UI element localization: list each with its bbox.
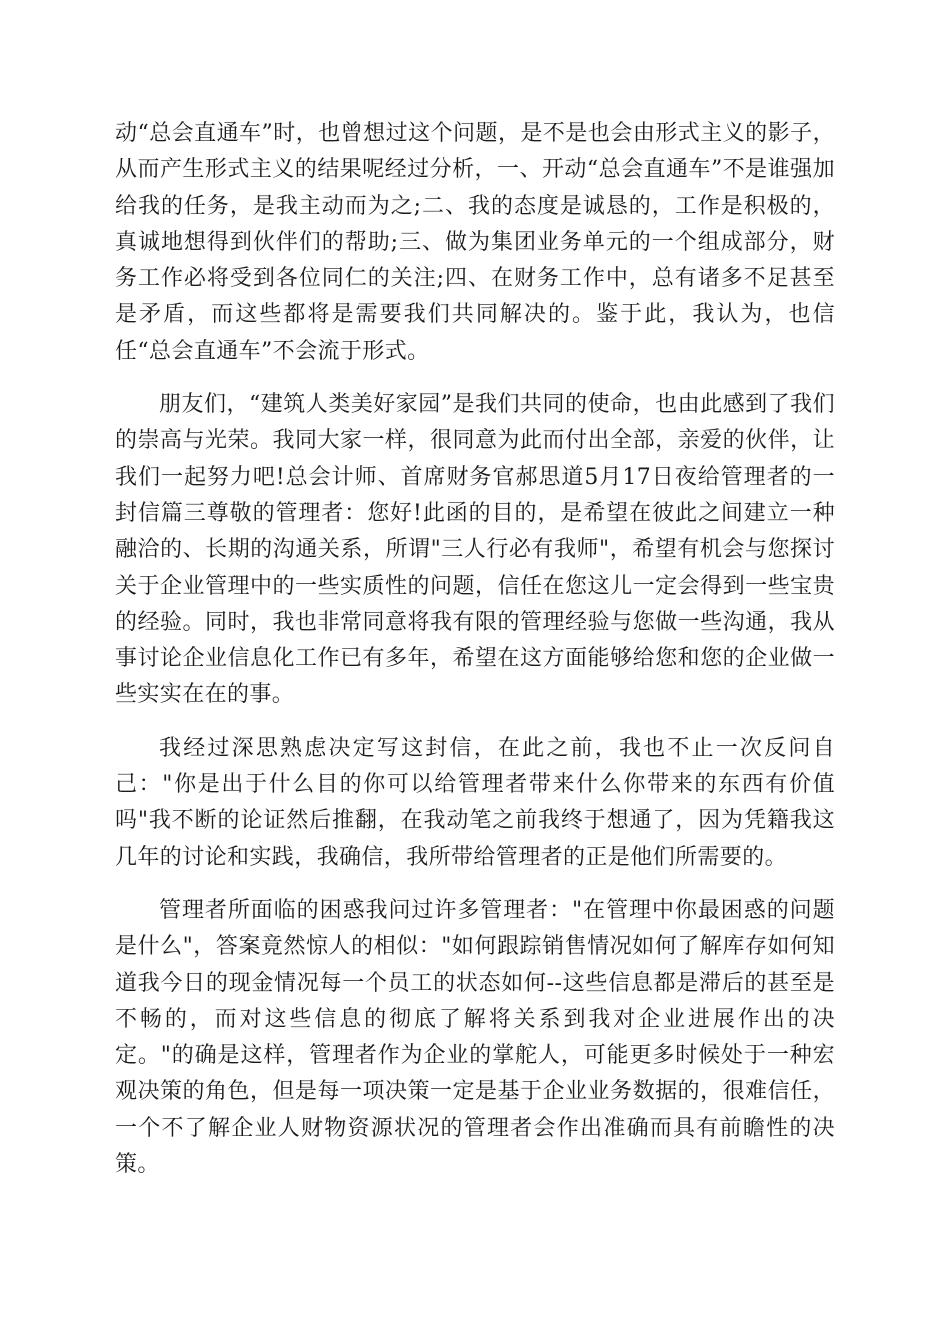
paragraph-1: 动“总会直通车”时，也曾想过这个问题，是不是也会由形式主义的影子，从而产生形式主义的结果呢经过分析，一、开动“总会直通车”不是谁强加给我的任务，是我主动而为之;二、我的态度是诚恳的，工作是积极的，真诚地想得到伙伴们的帮助;三、做为集团业务单元的一个组成部分，财务工作必将受到各位同仁的关注;四、在财务工作中，总有诸多不足甚至是矛盾，而这些都将是需要我们共同解决的。鉴于此，我认为，也信任“总会直通车”不会流于形式。 — [115, 121, 835, 364]
paragraph-4: 管理者所面临的困惑我问过许多管理者："在管理中你最困惑的问题是什么"，答案竟然惊人的相似："如何跟踪销售情况如何了解库存如何知道我今日的现金情况每一个员工的状态如何--这些信息都是滞后的甚至是不畅的，而对这些信息的彻底了解将关系到我对企业进展作出的决定。"的确是这样，管理者作为企业的掌舵人，可能更多时候处于一种宏观决策的角色，但是每一项决策一定是基于企业业务数据的，很难信任，一个不了解企业人财物资源状况的管理者会作出准确而具有前瞻性的决策。 — [115, 897, 835, 1178]
document-body — [115, 116, 835, 1183]
paragraph-3: 我经过深思熟虑决定写这封信，在此之前，我也不止一次反问自己："你是出于什么目的你可以给管理者带来什么你带来的东西有价值吗"我不断的论证然后推翻，在我动笔之前我终于想通了，因为凭籍我这几年的讨论和实践，我确信，我所带给管理者的正是他们所需要的。 — [115, 735, 835, 870]
paragraph-2: 朋友们，“建筑人类美好家园”是我们共同的使命，也由此感到了我们的崇高与光荣。我同大家一样，很同意为此而付出全部，亲爱的伙伴，让我们一起努力吧!总会计师、首席财务官郝思道5月17日夜给管理者的一封信篇三尊敬的管理者：您好!此函的目的，是希望在彼此之间建立一种融洽的、长期的沟通关系，所谓"三人行必有我师"，希望有机会与您探讨关于企业管理中的一些实质性的问题，信任在您这儿一定会得到一些宝贵的经验。同时，我也非常同意将我有限的管理经验与您做一些沟通，我从事讨论企业信息化工作已有多年，希望在这方面能够给您和您的企业做一些实实在在的事。 — [115, 392, 835, 708]
